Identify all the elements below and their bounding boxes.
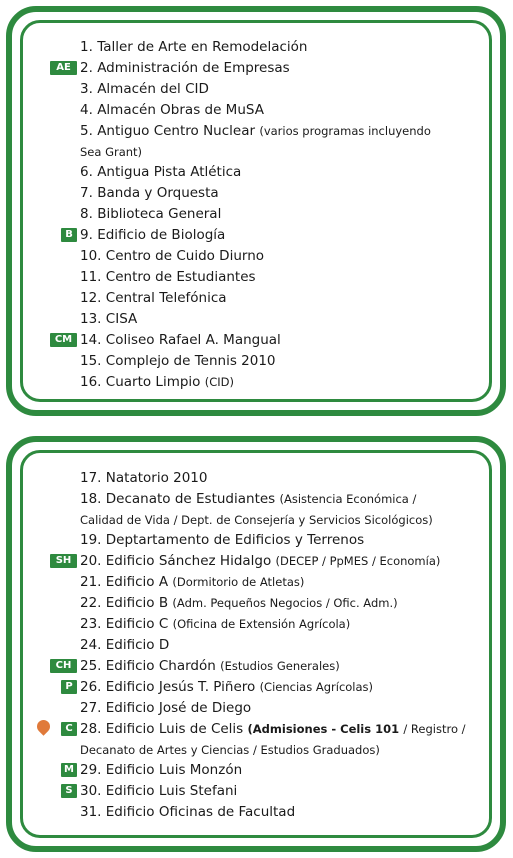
building-name: Taller de Arte en Remodelación (97, 39, 308, 55)
item-number: 6. (80, 164, 93, 180)
list-item (32, 677, 480, 698)
item-number: 31. (80, 804, 102, 820)
building-name: Edificio Jesús T. Piñero (105, 679, 256, 695)
item-number: 26. (80, 679, 102, 695)
building-subtitle-highlight: (Admisiones - Celis 101 (247, 722, 400, 736)
building-name: Antiguo Centro Nuclear (97, 123, 256, 139)
building-subtitle: (Estudios Generales) (220, 659, 340, 673)
item-number: 3. (80, 81, 93, 97)
list-item (32, 246, 480, 267)
item-number: 2. (80, 60, 93, 76)
item-number: 30. (80, 783, 102, 799)
building-name: Deptartamento de Edificios y Terrenos (105, 532, 365, 548)
list-item (32, 781, 480, 802)
building-list-panel-1 (6, 6, 506, 416)
item-number: 9. (80, 227, 93, 243)
building-name: Edificio B (105, 595, 169, 611)
list-item (32, 204, 480, 225)
building-name: Edificio José de Diego (105, 700, 252, 716)
list-item (32, 372, 480, 393)
item-number: 21. (80, 574, 102, 590)
building-code-badge: B (61, 228, 77, 242)
building-subtitle: (Dormitorio de Atletas) (172, 575, 305, 589)
building-name: Edificio Oficinas de Facultad (105, 804, 296, 820)
building-name: Antigua Pista Atlética (97, 164, 242, 180)
building-subtitle: / Registro / (403, 722, 466, 736)
building-list-1 (32, 37, 480, 393)
item-number: 28. (80, 721, 102, 737)
building-subtitle-continued: Calidad de Vida / Dept. de Consejería y Servicios Sicológicos) (80, 512, 433, 527)
item-number: 5. (80, 123, 93, 139)
list-item (32, 267, 480, 288)
building-code-badge: M (61, 763, 77, 777)
list-item (32, 530, 480, 551)
building-subtitle: (DECEP / PpMES / Economía) (275, 554, 441, 568)
item-number: 29. (80, 762, 102, 778)
building-name: Edificio Sánchez Hidalgo (105, 553, 272, 569)
item-number: 15. (80, 353, 102, 369)
building-code-badge: P (61, 680, 77, 694)
location-pin-icon (34, 717, 52, 735)
building-code-badge: CM (50, 333, 77, 347)
list-item (32, 551, 480, 572)
item-number: 20. (80, 553, 102, 569)
item-number: 17. (80, 470, 102, 486)
list-item (32, 656, 480, 677)
building-subtitle: (Ciencias Agrícolas) (259, 680, 374, 694)
list-item (32, 593, 480, 614)
building-name: Coliseo Rafael A. Mangual (105, 332, 281, 348)
building-code-badge: S (61, 784, 77, 798)
list-item (32, 468, 480, 489)
item-number: 16. (80, 374, 102, 390)
building-name: Central Telefónica (105, 290, 227, 306)
list-item (32, 309, 480, 330)
list-item (32, 288, 480, 309)
item-number: 4. (80, 102, 93, 118)
list-item (32, 330, 480, 351)
building-name: Centro de Estudiantes (105, 269, 256, 285)
building-name: Edificio de Biología (97, 227, 226, 243)
list-item (32, 79, 480, 100)
item-number: 27. (80, 700, 102, 716)
item-number: 10. (80, 248, 102, 264)
item-number: 12. (80, 290, 102, 306)
building-name: Edificio Luis Monzón (105, 762, 243, 778)
item-number: 11. (80, 269, 102, 285)
building-name: Edificio A (105, 574, 169, 590)
building-code-badge: C (61, 722, 77, 736)
building-name: Biblioteca General (97, 206, 222, 222)
list-item (32, 58, 480, 79)
building-subtitle-continued: Decanato de Artes y Ciencias / Estudios Graduados) (80, 742, 380, 757)
list-item (32, 572, 480, 593)
building-name: Edificio C (105, 616, 169, 632)
item-number: 25. (80, 658, 102, 674)
list-item (32, 760, 480, 781)
item-number: 23. (80, 616, 102, 632)
building-name: Centro de Cuido Diurno (105, 248, 265, 264)
list-item (32, 100, 480, 121)
building-name: Edificio Chardón (105, 658, 216, 674)
building-name: Almacén del CID (97, 81, 209, 97)
building-name: Almacén Obras de MuSA (97, 102, 264, 118)
building-subtitle: (CID) (204, 375, 234, 389)
list-item (32, 37, 480, 58)
building-subtitle: (varios programas incluyendo (259, 124, 431, 138)
building-subtitle: (Asistencia Económica / (279, 492, 417, 506)
item-number: 7. (80, 185, 93, 201)
item-number: 13. (80, 311, 102, 327)
item-number: 1. (80, 39, 93, 55)
list-item (32, 802, 480, 823)
building-name: Cuarto Limpio (105, 374, 201, 390)
item-number: 8. (80, 206, 93, 222)
building-subtitle: (Oficina de Extensión Agrícola) (172, 617, 351, 631)
item-number: 18. (80, 491, 102, 507)
building-name: Edificio Luis de Celis (105, 721, 244, 737)
building-subtitle-continued: Sea Grant) (80, 144, 143, 159)
building-name: Complejo de Tennis 2010 (105, 353, 276, 369)
list-item (32, 719, 480, 760)
building-name: Edificio D (105, 637, 170, 653)
item-number: 24. (80, 637, 102, 653)
building-name: Decanato de Estudiantes (105, 491, 276, 507)
list-item (32, 162, 480, 183)
list-item (32, 489, 480, 530)
item-number: 22. (80, 595, 102, 611)
building-code-badge: CH (50, 659, 77, 673)
building-list-panel-2 (6, 436, 506, 852)
building-name: Banda y Orquesta (97, 185, 219, 201)
list-item (32, 225, 480, 246)
building-list-2 (32, 468, 480, 823)
item-number: 19. (80, 532, 102, 548)
building-subtitle: (Adm. Pequeños Negocios / Ofic. Adm.) (172, 596, 398, 610)
building-code-badge: AE (50, 61, 77, 75)
list-item (32, 351, 480, 372)
list-item (32, 635, 480, 656)
building-name: Administración de Empresas (97, 60, 290, 76)
item-number: 14. (80, 332, 102, 348)
list-item (32, 614, 480, 635)
building-name: Edificio Luis Stefani (105, 783, 238, 799)
building-name: CISA (105, 311, 138, 327)
list-item (32, 121, 480, 162)
list-item (32, 698, 480, 719)
building-code-badge: SH (50, 554, 77, 568)
list-item (32, 183, 480, 204)
building-name: Natatorio 2010 (105, 470, 208, 486)
